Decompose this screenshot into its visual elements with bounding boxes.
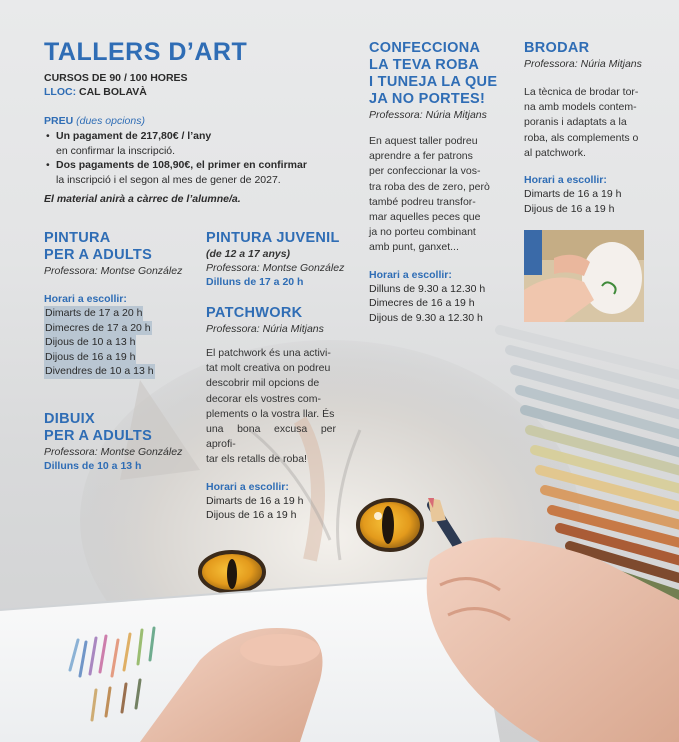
- price-options-note: (dues opcions): [76, 115, 145, 127]
- price-heading: [44, 114, 145, 129]
- pintura-adults-title-2: PER A ADULTS: [44, 247, 153, 263]
- pintura-adults-teacher: Professora: Montse González: [44, 265, 183, 277]
- patchwork-schedule: Dimarts de 16 a 19 h Dijous de 16 a 19 h: [206, 494, 304, 522]
- confecciona-title-1: CONFECCIONA: [369, 40, 481, 56]
- page-title: TALLERS D’ART: [44, 38, 248, 66]
- location-label: LLOC:: [44, 86, 77, 98]
- location-value: CAL BOLAVÀ: [79, 86, 147, 98]
- schedule-option: Divendres de 10 a 13 h: [45, 365, 154, 377]
- schedule-option: Dimarts de 17 a 20 h: [45, 307, 143, 319]
- dibuix-teacher: Professora: Montse González: [44, 446, 183, 458]
- pintura-adults-schedule-label: Horari a escollir:: [44, 293, 127, 305]
- confecciona-title-2: LA TEVA ROBA: [369, 57, 480, 73]
- dibuix-title-2: PER A ADULTS: [44, 428, 153, 444]
- patchwork-title: PATCHWORK: [206, 305, 303, 321]
- pintura-juvenil-teacher: Professora: Montse González: [206, 262, 345, 274]
- schedule-option: Dimecres de 17 a 20 h: [45, 321, 151, 334]
- courses-hours: CURSOS DE 90 / 100 HORES: [44, 72, 188, 84]
- schedule-option: Dijous de 16 a 19 h: [45, 350, 136, 363]
- location: [44, 85, 147, 100]
- price-options-list: [44, 129, 354, 187]
- confecciona-title-4: JA NO PORTES!: [369, 91, 486, 107]
- brodar-teacher: Professora: Núria Mitjans: [524, 58, 642, 70]
- confecciona-title-3: I TUNEJA LA QUE: [369, 74, 498, 90]
- confecciona-description: En aquest taller podreu aprendre a fer patrons per confeccionar la vos- tra roba des de zero, però també podreu transfor- mar aquelles peces que ja no porteu combinant amb punt, ganxet...: [369, 135, 490, 254]
- dibuix-schedule: Dilluns de 10 a 13 h: [44, 460, 142, 472]
- confecciona-schedule: Dilluns de 9.30 a 12.30 h Dimecres de 16 a 19 h Dijous de 9.30 a 12.30 h: [369, 282, 486, 324]
- brodar-schedule-label: Horari a escollir:: [524, 174, 607, 187]
- price-option-2: • Dos pagaments de 108,90€, el primer en confirmar la inscripció i el segon al mes de gener de 2027.: [44, 158, 354, 187]
- material-note: El material anirà a càrrec de l’alumne/a.: [44, 193, 241, 205]
- dibuix-title-1: DIBUIX: [44, 411, 95, 427]
- confecciona-teacher: Professora: Núria Mitjans: [369, 109, 487, 121]
- brodar-description: La tècnica de brodar tor- na amb models contem- poranis i adaptats a la roba, als complements o al patchwork.: [524, 86, 639, 159]
- pintura-juvenil-ages: (de 12 a 17 anys): [206, 248, 291, 260]
- pintura-juvenil-schedule: Dilluns de 17 a 20 h: [206, 276, 304, 288]
- brodar-schedule: Dimarts de 16 a 19 h Dijous de 16 a 19 h: [524, 188, 622, 215]
- brodar-title: BRODAR: [524, 40, 590, 56]
- embroidery-photo: [524, 230, 644, 322]
- pintura-juvenil-title: PINTURA JUVENIL: [206, 230, 340, 246]
- patchwork-teacher: Professora: Núria Mitjans: [206, 323, 324, 335]
- price-label: PREU: [44, 115, 74, 127]
- schedule-option: Dijous de 10 a 13 h: [45, 336, 136, 348]
- patchwork-schedule-label: Horari a escollir:: [206, 480, 289, 493]
- confecciona-schedule-label: Horari a escollir:: [369, 268, 452, 281]
- embroidery-hoop: [582, 242, 642, 314]
- pintura-adults-title-1: PINTURA: [44, 230, 111, 246]
- patchwork-description: El patchwork és una activi- tat molt creativa on podreu descobrir mil opcions de decorar els vostres com- plements o la vostra llar. És una bona excusa per aprofi- tar els retalls de roba!: [206, 347, 336, 466]
- pintura-adults-schedule: [44, 306, 155, 379]
- price-option-1: • Un pagament de 217,80€ / l’any en confirmar la inscripció.: [44, 129, 354, 158]
